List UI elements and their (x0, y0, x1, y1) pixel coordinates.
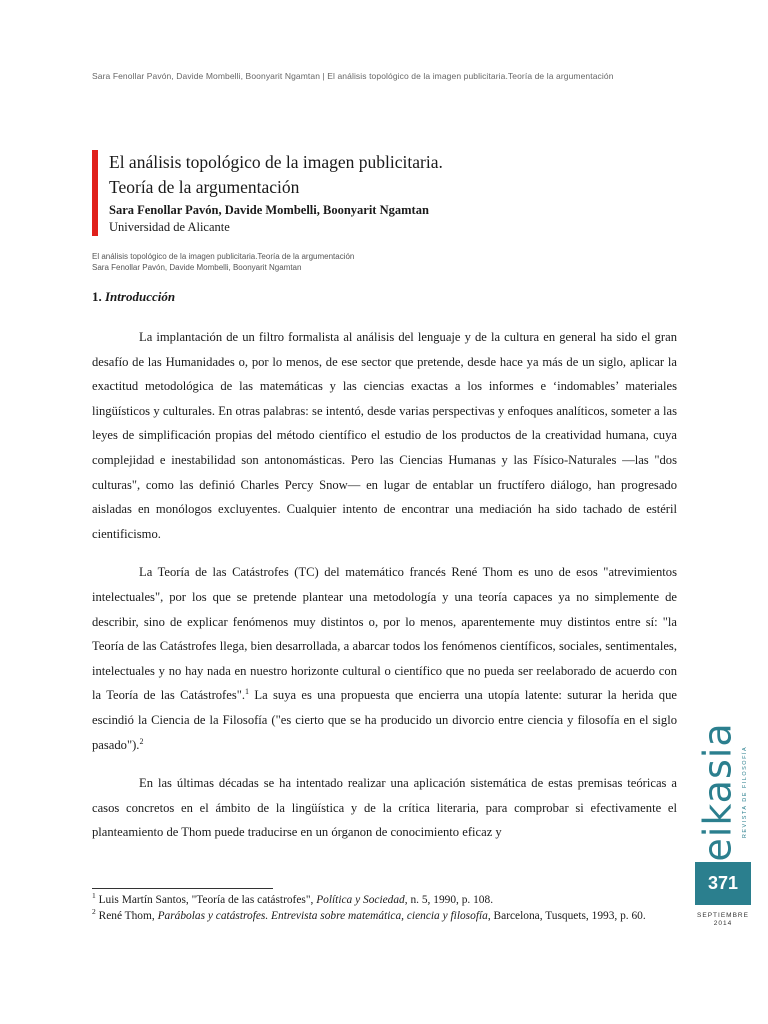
citation-authors: Sara Fenollar Pavón, Davide Mombelli, Boonyarit Ngamtan (92, 263, 302, 272)
citation-block (92, 251, 592, 273)
article-title-line-1: El análisis topológico de la imagen publicitaria. (109, 152, 443, 172)
footnote-1-text: Luis Martín Santos, "Teoría de las catástrofes", (95, 894, 317, 906)
page-number-badge: 371 (695, 862, 751, 905)
section-number: 1. (92, 289, 102, 304)
journal-tagline: REVISTA DE FILOSOFÍA (742, 745, 748, 839)
paragraph-1: La implantación de un filtro formalista al análisis del lenguaje y de la cultura en general ha sido el gran desafío de las Humanidades o, por lo menos, de ese sector que pretende, desde hace ya más de un siglo, aplicar la exactitud metodológica de las matemáticas y las ciencias exactas a los informes e ‘indomables’ materiales lingüísticos y culturales. En otras palabras: se intentó, desde varias perspectivas y enfoques analíticos, someter a las leyes de simplificación propias del método científico el estudio de los productos de la creatividad humana, cuya complejidad e inestabilidad son antonomásticas. Pero las Ciencias Humanas y las Físico-Naturales —las "dos culturas", como las definió Charles Percy Snow— en lugar de entablar un fructífero diálogo, han progresado aisladas en monólogos excluyentes. Cualquier intento de encontrar una mediación ha sido tachado de estéril cientificismo. (92, 330, 677, 541)
paragraph-2-part-a: La Teoría de las Catástrofes (TC) del matemático francés René Thom es uno de esos "atrevimientos intelectuales", por los que se pretende plantear una metodología y una teoría capaces ya no simplemente de describir, sino de explicar fenómenos muy distintos o, por lo menos, aparentemente muy distintos entre sí: "la Teoría de las Catástrofes llega, bien desarrollada, a abarcar todos los fenómenos científicos, sociales, sentimentales, intelectuales y no hay nada en nuestro horizonte cultural o científico que no pueda ser reelaborado de acuerdo con la Teoría de las Catástrofes". (92, 565, 677, 703)
footnote-2-text: René Thom, (95, 909, 158, 922)
issue-date (695, 912, 751, 928)
footnote-2-book: Parábolas y catástrofes. Entrevista sobre matemática, ciencia y filosofía (157, 909, 488, 922)
journal-logo: eikasia (696, 722, 741, 862)
article-title-line-2: Teoría de la argumentación (109, 177, 300, 197)
footnote-2-details: , Barcelona, Tusquets, 1993, p. 60. (487, 909, 646, 922)
section-heading (92, 289, 175, 305)
running-header: Sara Fenollar Pavón, Davide Mombelli, Boonyarit Ngamtan | El análisis topológico de la imagen publicitaria.Teoría de la argumentación (92, 71, 614, 81)
article-body (92, 325, 677, 859)
footnote-2-mark: 2 (92, 906, 96, 916)
footnote-2 (92, 906, 682, 925)
footnote-1-details: , n. 5, 1990, p. 108. (404, 894, 494, 906)
footnote-1 (92, 893, 682, 909)
footnote-1-journal: Política y Sociedad (316, 894, 405, 906)
paragraph-2 (92, 560, 677, 757)
footnotes (92, 893, 682, 924)
issue-month: SEPTIEMBRE (697, 912, 749, 919)
footnote-ref-2[interactable]: 2 (139, 736, 144, 746)
journal-brand (696, 722, 753, 862)
section-title: Introducción (105, 289, 176, 304)
paragraph-3: En las últimas décadas se ha intentado realizar una aplicación sistemática de estas premisas teóricas a casos concretos en el ámbito de la lingüística y de la crítica literaria, para comprobar si efectivamente el planteamiento de Thom puede traducirse en un órganon de conocimiento eficaz y (92, 776, 677, 840)
article-authors: Sara Fenollar Pavón, Davide Mombelli, Boonyarit Ngamtan (109, 203, 429, 217)
article-affiliation: Universidad de Alicante (109, 220, 230, 234)
citation-title: El análisis topológico de la imagen publicitaria.Teoría de la argumentación (92, 252, 355, 261)
footnote-1-mark: 1 (92, 891, 96, 901)
article-title-block (92, 150, 652, 236)
paragraph-2-part-b: La suya es una propuesta que encierra una utopía latente: suturar la herida que escindió la Ciencia de la Filosofía ("es cierto que se ha producido un divorcio entre ciencia y filosofía en el siglo pasado"). (92, 688, 677, 752)
footnote-ref-1[interactable]: 1 (245, 687, 250, 697)
footnote-divider (92, 888, 273, 889)
issue-year: 2014 (713, 920, 733, 927)
